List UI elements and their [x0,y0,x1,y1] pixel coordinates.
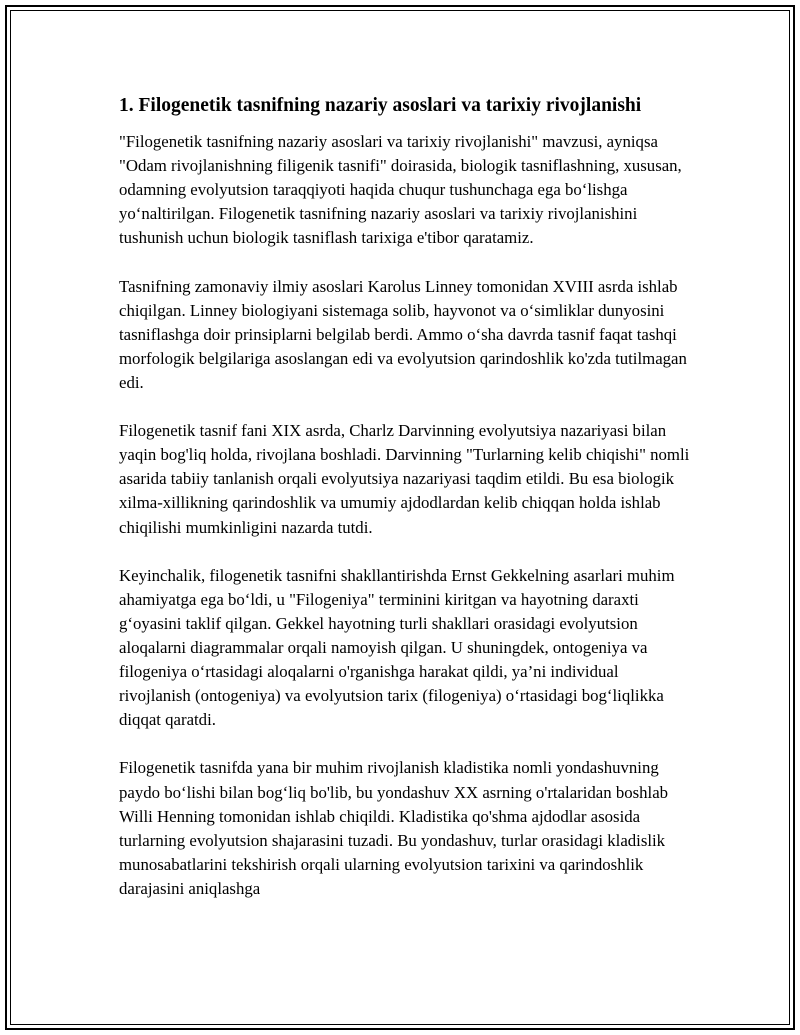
document-body [119,93,693,925]
paragraph-4: Keyinchalik, filogenetik tasnifni shakllantirishda Ernst Gekkelning asarlari muhim ahamiyatga ega bo‘ldi, u "Filogeniya" terminini kiritgan va hayotning daraxti g‘oyasini taklif qilgan. Gekkel hayotning turli shakllari orasidagi evolyutsion aloqalarni diagrammalar orqali namoyish qilgan. U shuningdek, ontogeniya va filogeniya o‘rtasidagi aloqalarni o'rganishga harakat qildi, ya’ni individual rivojlanish (ontogeniya) va evolyutsion tarix (filogeniya) o‘rtasidagi bog‘liqlikka diqqat qaratdi. [119,565,675,730]
paragraph-5: Filogenetik tasnifda yana bir muhim rivojlanish kladistika nomli yondashuvning paydo bo‘lishi bilan bog‘liq bo'lib, bu yondashuv XX asrning o'rtalaridan boshlab Willi Henning tomonidan ishlab chiqildi. Kladistika qo'shma ajdodlar asosida turlarning evolyutsion shajarasini tuzadi. Bu yondashuv, turlar orasidagi kladislik munosabatlarini tekshirish orqali ularning evolyutsion tarixini va qarindoshlik darajasini aniqlashga [119,758,669,898]
paragraph-1: "Filogenetik tasnifning nazariy asoslari va tarixiy rivojlanishi" mavzusi, ayniqsa "Odam rivojlanishning filigenik tasnifi" doirasida, biologik tasniflashning, xususan, odamning evolyutsion taraqqiyoti haqida chuqur tushunchaga ega bo‘lishga yo‘naltirilgan. Filogenetik tasnifning nazariy asoslari va tarixiy rivojlanishini tushunish uchun biologik tasniflash tarixiga e'tibor qaratamiz. [119,132,682,248]
section-heading: 1. Filogenetik tasnifning nazariy asoslari va tarixiy rivojlanishi [119,95,642,116]
page-border [5,5,795,1030]
paragraph-2: Tasnifning zamonaviy ilmiy asoslari Karolus Linney tomonidan XVIII asrda ishlab chiqilgan. Linney biologiyani sistemaga solib, hayvonot va o‘simliklar dunyosini tasniflashga doir prinsiplarni belgilab berdi. Ammo o‘sha davrda tasnif faqat tashqi morfologik belgilariga asoslangan edi va evolyutsion qarindoshlik ko'zda tutilmagan edi. [119,276,687,392]
paragraph-3: Filogenetik tasnif fani XIX asrda, Charlz Darvinning evolyutsiya nazariyasi bilan yaqin bog'liq holda, rivojlana boshladi. Darvinning "Turlarning kelib chiqishi" nomli asarida tabiiy tanlanish orqali evolyutsiya nazariyasi taqdim etildi. Bu esa biologik xilma-xillikning qarindoshlik va umumiy ajdodlardan kelib chiqqan holda ishlab chiqilishi mumkinligini nazarda tutdi. [119,421,690,537]
